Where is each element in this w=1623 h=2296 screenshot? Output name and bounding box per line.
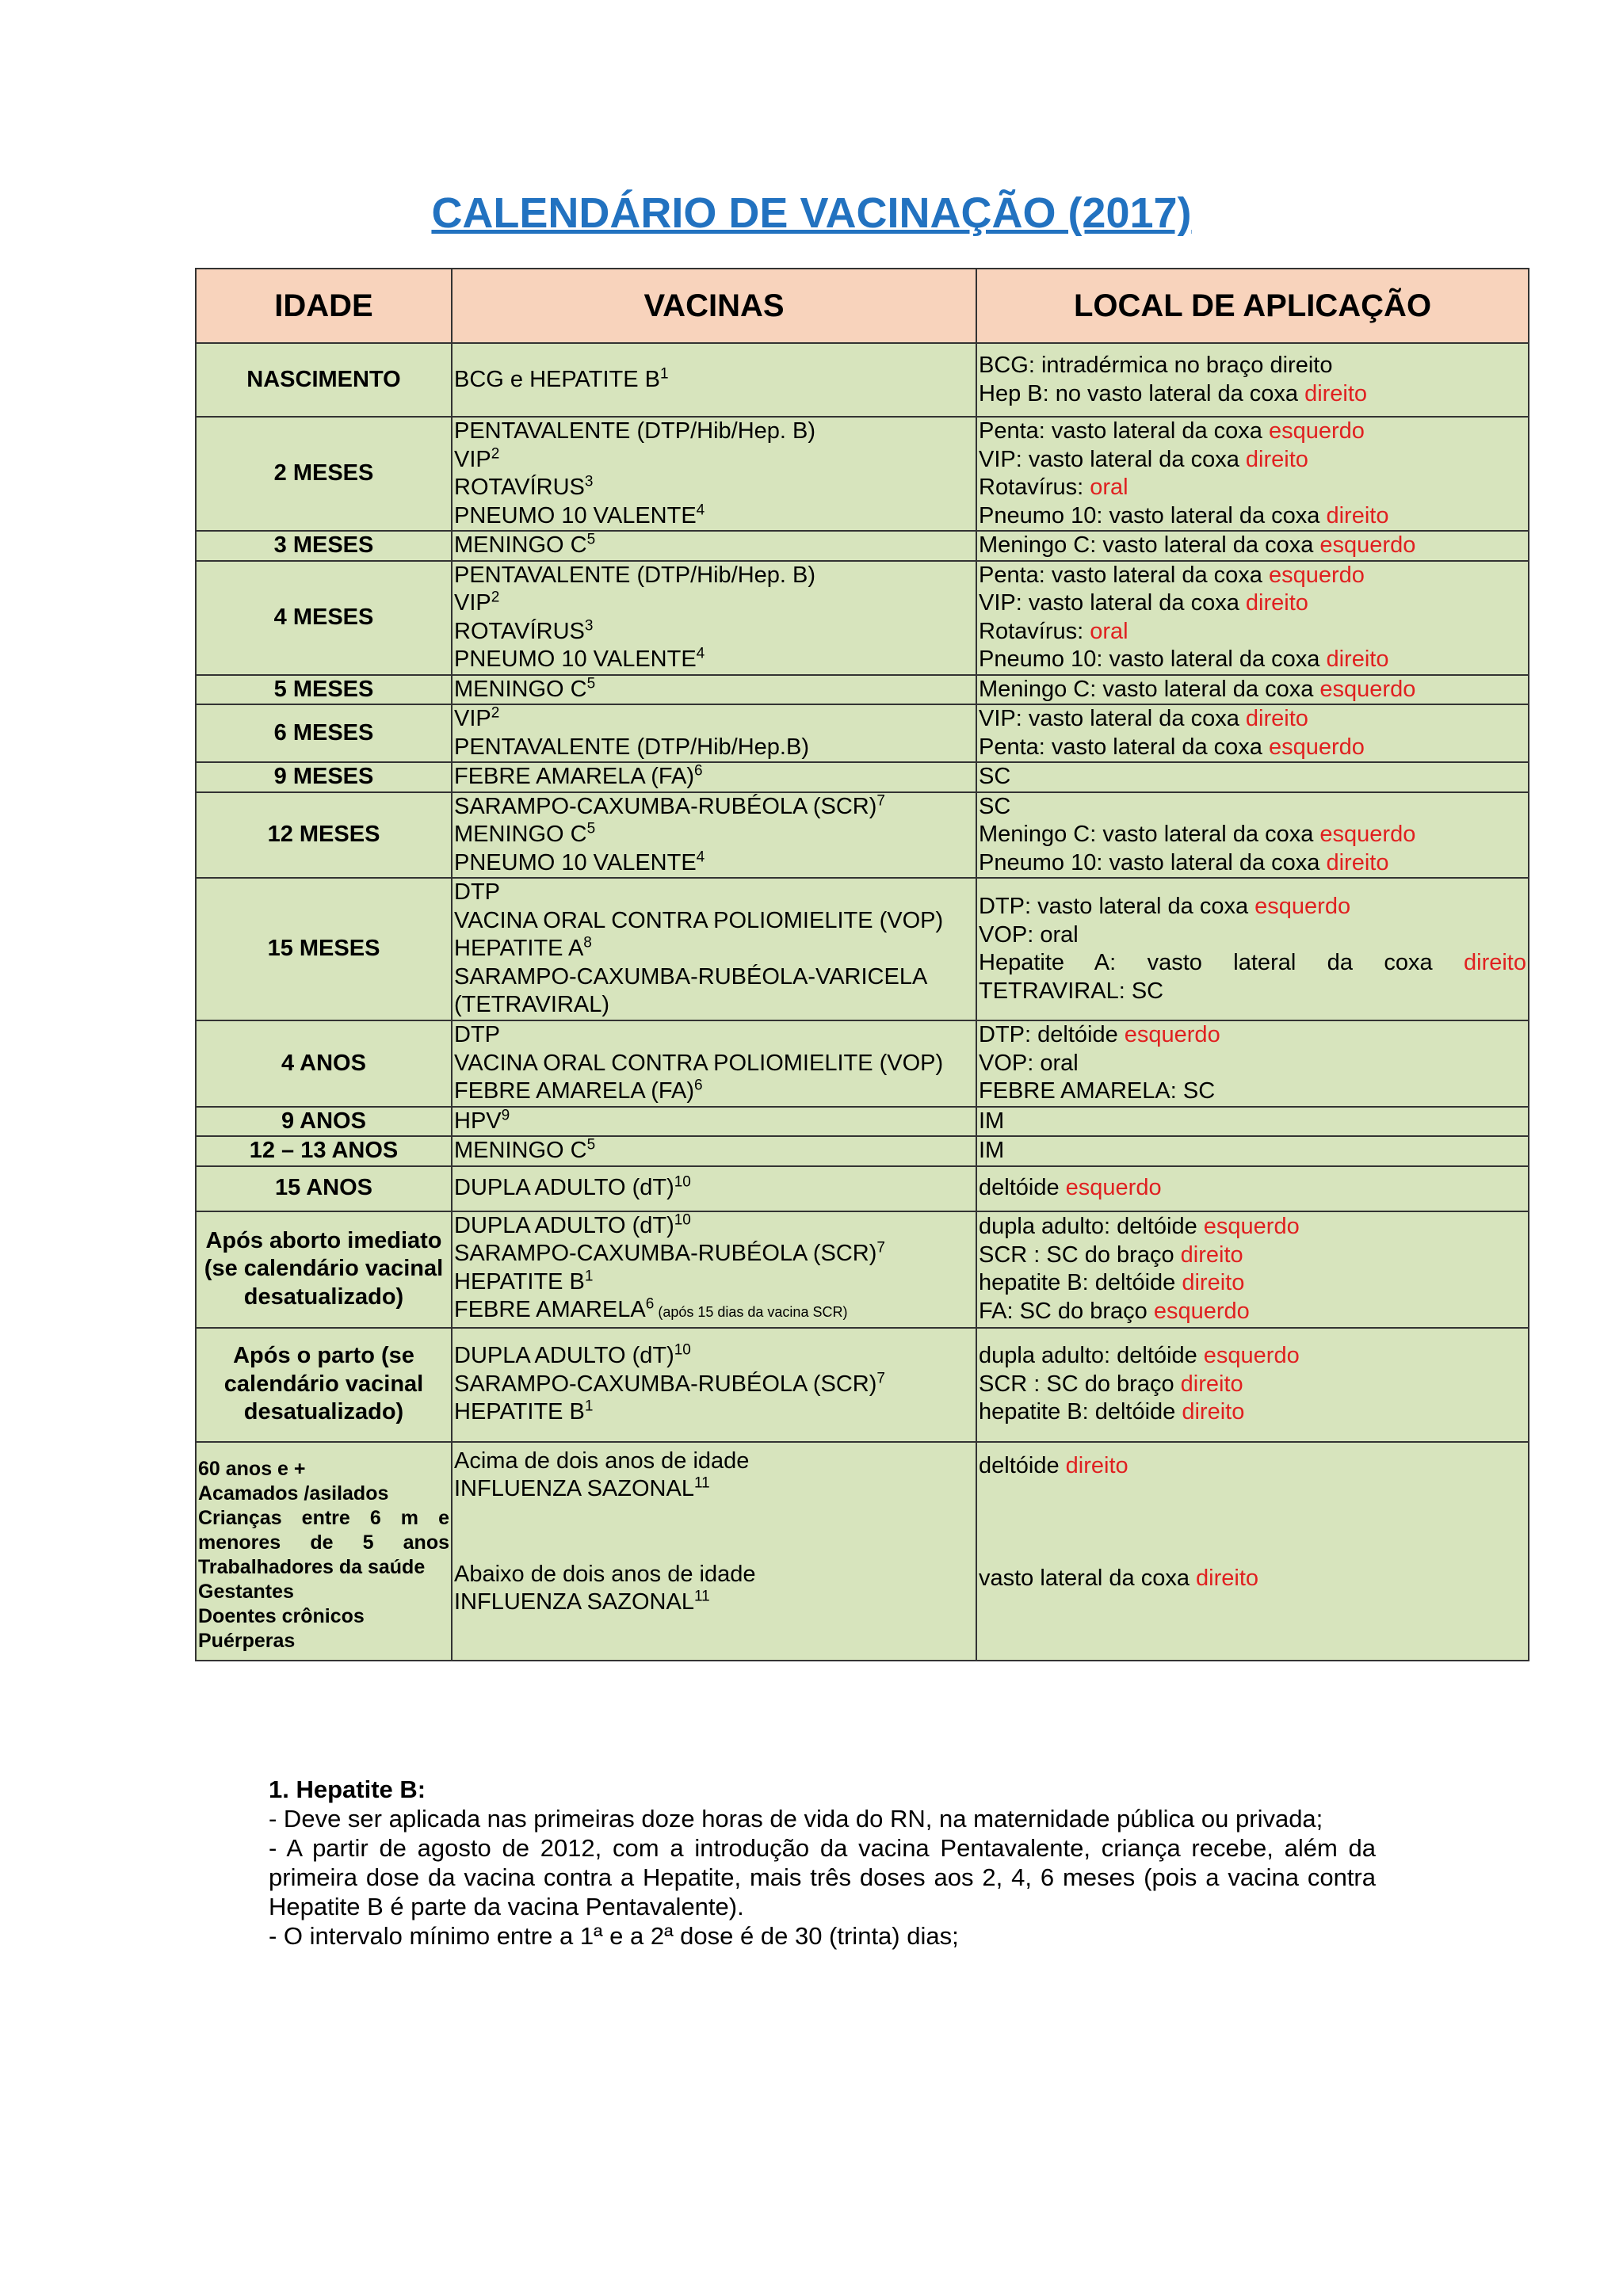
location-side: direito [1326,502,1389,528]
vaccine-line [454,1212,974,1241]
location-side: direito [1182,1270,1245,1295]
vaccine-name: SARAMPO-CAXUMBA-RUBÉOLA (SCR) [454,1241,877,1266]
vaccines-cell [452,675,976,705]
location-line [979,1398,1526,1427]
vaccine-name: DUPLA ADULTO (dT) [454,1175,674,1201]
vaccine-name: VIP [454,446,491,472]
location-text: hepatite B: deltóide [979,1399,1182,1425]
vaccines-cell [452,1136,976,1166]
vaccine-name: FEBRE AMARELA (FA) [454,764,694,789]
vaccines-cell [452,704,976,762]
vaccine-note: Abaixo de dois anos de idade [454,1561,756,1587]
vaccine-name: HEPATITE B [454,1268,585,1295]
location-line [979,532,1526,560]
location-text: SC [979,793,1011,819]
location-side: direito [1464,950,1526,975]
vaccination-table [195,268,1529,1661]
location-line [979,676,1526,704]
location-side: direito [1245,706,1308,731]
footnote-ref: 4 [696,848,705,865]
group-line: Doentes crônicos [198,1604,365,1627]
location-cell [976,1136,1529,1166]
vaccines-cell [452,417,976,531]
table-body [196,343,1529,1661]
location-text: Penta: vasto lateral da coxa [979,734,1269,760]
group-line: Acamados /asilados [198,1482,389,1505]
vaccine-name: (TETRAVIRAL) [454,992,610,1018]
footnote-ref: 11 [693,1474,710,1492]
location-text: dupla adulto: deltóide [979,1343,1204,1369]
vaccine-name: HEPATITE A [454,936,584,962]
group-line: Crianças entre 6 m e menores de 5 anos [198,1506,449,1554]
location-text: TETRAVIRAL: SC [979,978,1164,1004]
location-cell [976,878,1529,1020]
location-line [979,1108,1526,1136]
footnote-ref: 10 [674,1211,691,1228]
age-cell: NASCIMENTO [196,343,452,417]
vaccine-name: MENINGO C [454,822,587,847]
vaccine-line [454,646,974,674]
vaccine-name: SARAMPO-CAXUMBA-RUBÉOLA (SCR) [454,793,877,819]
age-cell: 15 ANOS [196,1166,452,1211]
location-cell [976,343,1529,417]
location-cell [976,1107,1529,1137]
location-line [979,734,1526,762]
vaccine-line [454,991,974,1020]
location-line [979,1452,1526,1481]
footnotes [269,1775,1376,1951]
location-side: esquerdo [1124,1022,1220,1047]
location-line [979,380,1526,409]
location-side: esquerdo [1065,1175,1162,1201]
location-text: Pneumo 10: vasto lateral da coxa [979,646,1327,672]
location-cell [976,417,1529,531]
vaccine-name: ROTAVÍRUS [454,618,585,644]
location-text: VOP: oral [979,921,1079,948]
location-cell [976,1442,1529,1661]
location-line [979,646,1526,674]
table-row [196,1211,1529,1328]
vaccines-cell [452,531,976,561]
vaccines-cell [452,1328,976,1442]
footnote-ref: 4 [696,501,705,518]
location-line [979,821,1526,849]
location-text: SC [979,764,1011,789]
location-text: VIP: vasto lateral da coxa [979,590,1246,616]
spacer [454,1504,974,1561]
vaccine-line [454,1296,974,1327]
location-line [979,1050,1526,1078]
location-text: dupla adulto: deltóide [979,1214,1204,1239]
table-row [196,878,1529,1020]
age-cell: 12 – 13 ANOS [196,1136,452,1166]
spacer [979,1480,1526,1565]
table-row [196,1328,1529,1442]
age-cell-groups [196,1442,452,1661]
location-line [979,1077,1526,1106]
group-line: Gestantes [198,1580,294,1603]
location-line [979,705,1526,734]
location-text: Hepatite A: vasto lateral da coxa [979,950,1464,975]
vaccine-line [454,474,974,502]
vaccine-line [454,1398,974,1427]
age-cell: 5 MESES [196,675,452,705]
footnote-ref: 1 [584,1398,594,1415]
footnote-ref: 5 [586,674,596,692]
group-line: 60 anos e + [198,1457,306,1480]
vaccine-name: VIP [454,706,491,731]
age-cell: 12 MESES [196,792,452,879]
note-paragraph: - O intervalo mínimo entre a 1ª e a 2ª dose é de 30 (trinta) dias; [269,1922,959,1950]
vaccine-line [454,849,974,878]
age-cell: 4 MESES [196,561,452,675]
vaccines-cell [452,762,976,792]
location-text: Hep B: no vasto lateral da coxa [979,380,1305,406]
vaccine-name: FEBRE AMARELA (FA) [454,1078,694,1104]
location-text: Pneumo 10: vasto lateral da coxa [979,502,1327,528]
age-cell: 3 MESES [196,531,452,561]
vaccine-line [454,418,974,446]
location-line [979,589,1526,618]
table-row [196,675,1529,705]
footnote-ref: 1 [584,1267,594,1284]
location-text: Meningo C: vasto lateral da coxa [979,676,1320,702]
table-row [196,417,1529,531]
location-line [979,793,1526,822]
vaccine-name: PNEUMO 10 VALENTE [454,849,697,875]
vaccine-line [454,618,974,646]
vaccine-line [454,1240,974,1268]
location-side: oral [1090,475,1128,500]
vaccine-name: DTP [454,879,500,906]
footnote-ref: 2 [491,589,500,606]
vaccine-line [454,532,974,560]
footnote-ref: 10 [674,1173,691,1191]
location-text: SCR : SC do braço [979,1371,1181,1397]
location-side: esquerdo [1268,418,1365,444]
header-vaccines: VACINAS [452,269,976,343]
vaccine-name: SARAMPO-CAXUMBA-RUBÉOLA-VARICELA [454,963,928,990]
vaccine-line [454,907,974,936]
vaccine-name: DTP [454,1022,500,1047]
vaccines-cell [452,1020,976,1107]
table-row [196,561,1529,675]
location-cell [976,792,1529,879]
location-line [979,949,1526,978]
vaccine-line [454,1108,974,1136]
footnote-ref: 5 [586,820,596,837]
vaccine-line [454,1268,974,1297]
vaccine-line [454,1137,974,1165]
location-line [979,1269,1526,1298]
vaccine-line [454,1475,974,1504]
vaccine-name: HPV [454,1108,502,1134]
location-line [979,1021,1526,1050]
vaccine-name: PNEUMO 10 VALENTE [454,646,697,672]
location-text: SCR : SC do braço [979,1241,1181,1268]
location-text: Rotavírus: [979,475,1090,500]
group-line: Trabalhadores da saúde [198,1555,426,1578]
location-side: esquerdo [1203,1343,1300,1369]
footnote-ref: 1 [659,365,669,383]
vaccines-cell [452,792,976,879]
location-side: direito [1304,380,1368,406]
location-side: esquerdo [1268,734,1365,760]
location-line [979,1241,1526,1270]
location-cell [976,1166,1529,1211]
footnote-ref: 5 [586,531,596,548]
header-age: IDADE [196,269,452,343]
table-row [196,762,1529,792]
location-cell [976,675,1529,705]
footnote-ref: 3 [584,473,594,490]
location-side: esquerdo [1319,676,1416,702]
vaccine-name: INFLUENZA SAZONAL [454,1589,694,1615]
age-cell: 4 ANOS [196,1020,452,1107]
vaccine-line [454,963,974,992]
footnote-ref: 3 [584,616,594,634]
vaccines-cell [452,343,976,417]
table-row [196,1166,1529,1211]
vaccine-line [454,705,974,734]
footnote-ref: 10 [674,1341,691,1359]
location-line [979,1137,1526,1165]
header-location: LOCAL DE APLICAÇÃO [976,269,1529,343]
location-line [979,418,1526,446]
table-row [196,531,1529,561]
footnote-ref: 5 [586,1136,596,1154]
table-row [196,1107,1529,1137]
footnote-ref: 6 [693,762,703,780]
footnote-ref: 2 [491,444,500,462]
footnote-ref: 2 [491,704,500,722]
location-side: esquerdo [1153,1298,1250,1324]
vaccine-line [454,1077,974,1106]
location-line [979,763,1526,791]
location-side: direito [1245,446,1308,472]
location-side: direito [1180,1371,1243,1397]
location-side: direito [1065,1452,1128,1478]
location-line [979,474,1526,502]
vaccine-name: VACINA ORAL CONTRA POLIOMIELITE (VOP) [454,907,944,933]
vaccine-name: VIP [454,590,491,616]
vaccine-name: SARAMPO-CAXUMBA-RUBÉOLA (SCR) [454,1371,877,1397]
vaccine-line [454,1589,974,1617]
location-text: Penta: vasto lateral da coxa [979,562,1269,588]
vaccine-name: PENTAVALENTE (DTP/Hib/Hep. B) [454,562,816,588]
vaccine-name: DUPLA ADULTO (dT) [454,1343,674,1369]
vaccine-line [454,1050,974,1078]
footnote-ref: 6 [693,1077,703,1094]
vaccines-cell [452,1442,976,1661]
location-line [979,1298,1526,1326]
vaccine-line [454,821,974,849]
vaccine-name: VACINA ORAL CONTRA POLIOMIELITE (VOP) [454,1050,944,1076]
vaccine-line [454,1021,974,1050]
location-line [979,1342,1526,1371]
age-cell: 6 MESES [196,704,452,762]
footnote-ref: 9 [501,1106,510,1123]
vaccine-name: HEPATITE B [454,1399,585,1425]
location-text: FEBRE AMARELA: SC [979,1078,1216,1104]
location-text: Pneumo 10: vasto lateral da coxa [979,849,1327,875]
footnote-ref: 6 [645,1295,655,1313]
location-side: direito [1326,646,1389,672]
location-text: deltóide [979,1175,1066,1201]
table-row [196,1020,1529,1107]
location-text: VIP: vasto lateral da coxa [979,446,1246,472]
vaccines-cell [452,1211,976,1328]
vaccine-line [454,502,974,531]
location-text: Rotavírus: [979,618,1090,644]
vaccine-name: MENINGO C [454,676,587,702]
location-line [979,1565,1526,1593]
table-row [196,792,1529,879]
vaccine-line [454,589,974,618]
location-cell [976,561,1529,675]
location-line [979,618,1526,646]
location-line [979,921,1526,950]
location-text: FA: SC do braço [979,1298,1154,1324]
vaccine-line [454,366,974,395]
location-cell [976,1328,1529,1442]
vaccine-line [454,879,974,907]
vaccine-line [454,763,974,791]
vaccine-name: MENINGO C [454,532,587,558]
table-header-row [196,269,1529,343]
location-side: esquerdo [1254,894,1351,919]
location-cell [976,704,1529,762]
location-side: direito [1245,590,1308,616]
footnote-ref: 7 [876,791,885,809]
location-text: DTP: vasto lateral da coxa [979,894,1255,919]
vaccine-note: (após 15 dias da vacina SCR) [654,1304,848,1320]
vaccine-line [454,793,974,822]
location-side: esquerdo [1319,822,1416,847]
location-text: VOP: oral [979,1050,1079,1076]
footnote-ref: 7 [876,1370,885,1387]
vaccine-name: DUPLA ADULTO (dT) [454,1212,674,1238]
table-row [196,1136,1529,1166]
table-row-influenza [196,1442,1529,1661]
group-line: Puérperas [198,1629,296,1652]
location-line [979,502,1526,531]
location-side: direito [1326,849,1389,875]
note-paragraph: - Deve ser aplicada nas primeiras doze horas de vida do RN, na maternidade pública ou privada; [269,1805,1323,1833]
vaccine-line [454,1342,974,1371]
footnote-ref: 4 [696,645,705,662]
vaccine-name: BCG e HEPATITE B [454,366,660,392]
footnote-ref: 8 [583,934,592,952]
note-paragraph: - A partir de agosto de 2012, com a introdução da vacina Pentavalente, criança recebe, além da primeira dose da vacina contra a Hepatite, mais três doses aos 2, 4, 6 meses (pois a vacina contra Hepatite B é parte da vacina Pentavalente). [269,1834,1376,1920]
location-line [979,978,1526,1006]
location-side: esquerdo [1203,1214,1300,1239]
vaccines-cell [452,878,976,1020]
vaccine-line [454,446,974,475]
location-text: IM [979,1108,1005,1134]
age-cell: Após o parto (se calendário vacinal desatualizado) [196,1328,452,1442]
vaccine-line [454,734,974,762]
location-text: Penta: vasto lateral da coxa [979,418,1269,444]
vaccine-note: Acima de dois anos de idade [454,1447,750,1474]
location-cell [976,762,1529,792]
age-cell: 9 ANOS [196,1107,452,1137]
age-cell: 9 MESES [196,762,452,792]
vaccine-name: PNEUMO 10 VALENTE [454,502,697,528]
vaccine-name: INFLUENZA SAZONAL [454,1476,694,1501]
vaccines-cell [452,561,976,675]
location-text: Meningo C: vasto lateral da coxa [979,822,1320,847]
age-cell: 2 MESES [196,417,452,531]
location-side: direito [1196,1566,1259,1591]
location-text: VIP: vasto lateral da coxa [979,706,1246,731]
table-row [196,704,1529,762]
vaccine-name: FEBRE AMARELA [454,1297,646,1322]
location-text: IM [979,1138,1005,1163]
location-text: Meningo C: vasto lateral da coxa [979,532,1320,558]
location-text: deltóide [979,1452,1066,1478]
location-cell [976,531,1529,561]
vaccine-name: PENTAVALENTE (DTP/Hib/Hep.B) [454,734,809,760]
location-line [979,1213,1526,1241]
vaccine-line [454,935,974,963]
location-text: DTP: deltóide [979,1022,1125,1047]
location-side: esquerdo [1268,562,1365,588]
location-line [979,893,1526,921]
footnote-ref: 11 [693,1588,710,1605]
location-text: hepatite B: deltóide [979,1270,1182,1295]
location-line [979,446,1526,475]
location-line [979,849,1526,878]
table-row [196,343,1529,417]
vaccine-line [454,676,974,704]
location-side: esquerdo [1319,532,1416,558]
vaccine-name: ROTAVÍRUS [454,475,585,500]
vaccines-cell [452,1107,976,1137]
location-side: oral [1090,618,1128,644]
location-line [979,352,1526,380]
location-line [979,1371,1526,1399]
footnote-ref: 7 [876,1239,885,1257]
location-side: direito [1180,1241,1243,1268]
location-cell [976,1020,1529,1107]
location-side: direito [1182,1399,1245,1425]
page-title: CALENDÁRIO DE VACINAÇÃO (2017) [431,189,1192,237]
note-title: 1. Hepatite B: [269,1775,426,1803]
location-line [979,562,1526,590]
vaccine-line [454,562,974,590]
age-cell: 15 MESES [196,878,452,1020]
location-text: vasto lateral da coxa [979,1566,1197,1591]
age-cell: Após aborto imediato (se calendário vacinal desatualizado) [196,1211,452,1328]
vaccine-line [454,1371,974,1399]
location-text: BCG: intradérmica no braço direito [979,353,1333,378]
location-line [979,1174,1526,1203]
vaccines-cell [452,1166,976,1211]
vaccine-name: MENINGO C [454,1138,587,1163]
location-cell [976,1211,1529,1328]
vaccine-name: PENTAVALENTE (DTP/Hib/Hep. B) [454,418,816,444]
vaccine-line [454,1174,974,1203]
